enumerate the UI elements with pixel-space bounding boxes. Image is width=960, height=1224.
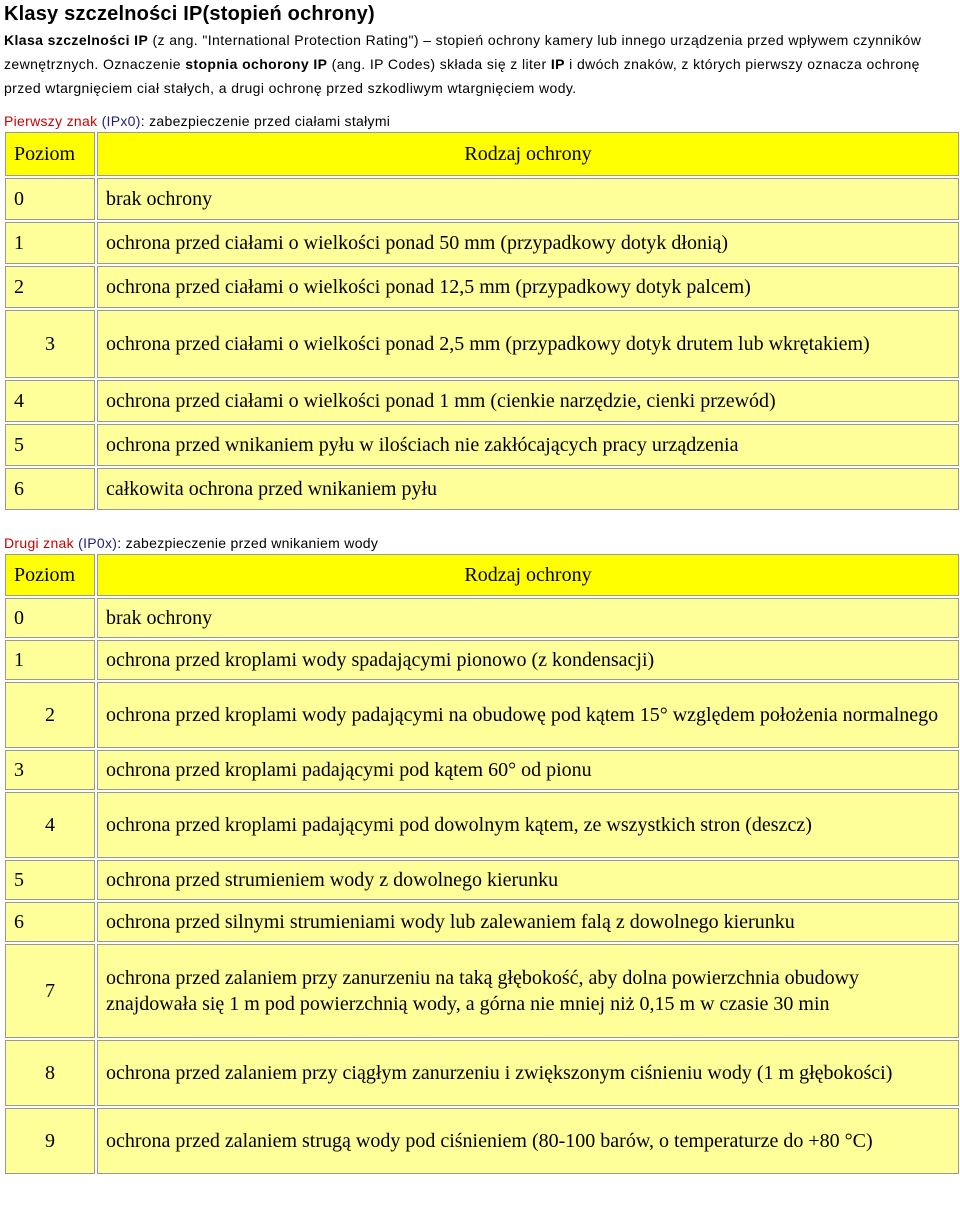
type-cell: ochrona przed zalaniem strugą wody pod ciśnieniem (80-100 barów, o temperaturze do +80 °C) xyxy=(97,1108,959,1174)
level-cell: 9 xyxy=(5,1108,95,1174)
level-column-header: Poziom xyxy=(5,132,95,176)
type-cell: całkowita ochrona przed wnikaniem pyłu xyxy=(97,468,959,510)
table-row xyxy=(5,468,959,510)
level-cell: 4 xyxy=(5,792,95,858)
intro-term-ip-class: Klasa szczelności IP xyxy=(4,32,149,48)
level-column-header: Poziom xyxy=(5,554,95,596)
type-cell: ochrona przed kroplami padającymi pod dowolnym kątem, ze wszystkich stron (deszcz) xyxy=(97,792,959,858)
solids-protection-table xyxy=(3,130,960,512)
table-row xyxy=(5,310,959,378)
level-cell: 1 xyxy=(5,640,95,680)
second-digit-desc: : zabezpieczenie przed wnikaniem wody xyxy=(117,535,379,551)
type-cell: ochrona przed zalaniem przy ciągłym zanurzeniu i zwiększonym ciśnieniu wody (1 m głębokości) xyxy=(97,1040,959,1106)
table-row xyxy=(5,424,959,466)
table-row xyxy=(5,640,959,680)
first-digit-code: (IPx0) xyxy=(101,113,141,129)
type-cell: ochrona przed ciałami o wielkości ponad 2,5 mm (przypadkowy dotyk drutem lub wkrętakiem) xyxy=(97,310,959,378)
level-cell: 2 xyxy=(5,266,95,308)
first-digit-label: Pierwszy znak xyxy=(4,113,98,129)
table-row xyxy=(5,750,959,790)
type-cell: ochrona przed ciałami o wielkości ponad 12,5 mm (przypadkowy dotyk palcem) xyxy=(97,266,959,308)
level-cell: 8 xyxy=(5,1040,95,1106)
level-cell: 0 xyxy=(5,598,95,638)
type-cell: brak ochrony xyxy=(97,598,959,638)
second-digit-heading xyxy=(4,534,956,552)
level-cell: 7 xyxy=(5,944,95,1038)
level-cell: 6 xyxy=(5,468,95,510)
type-cell: ochrona przed ciałami o wielkości ponad 1 mm (cienkie narzędzie, cienki przewód) xyxy=(97,380,959,422)
type-cell: ochrona przed ciałami o wielkości ponad 50 mm (przypadkowy dotyk dłonią) xyxy=(97,222,959,264)
intro-text-3: i dwóch znaków, z których pierwszy oznacza ochronę przed wtargnięciem ciał stałych, a drugi ochronę przed szkodliwym wtargnięciem wody. xyxy=(4,56,920,96)
first-digit-heading xyxy=(4,112,956,130)
table-row xyxy=(5,902,959,942)
level-cell: 5 xyxy=(5,860,95,900)
type-column-header: Rodzaj ochrony xyxy=(97,554,959,596)
level-cell: 4 xyxy=(5,380,95,422)
table-row xyxy=(5,860,959,900)
second-digit-label: Drugi znak xyxy=(4,535,74,551)
table-row xyxy=(5,1040,959,1106)
intro-text-1: (z ang. "International Protection Rating") – stopień ochrony kamery lub innego urządzenia przed wpływem czynników zewnętrznych. Oznaczenie xyxy=(4,32,922,72)
intro-term-ip-degree: stopnia ochorony IP xyxy=(185,56,328,72)
table-row xyxy=(5,178,959,220)
level-cell: 5 xyxy=(5,424,95,466)
type-cell: ochrona przed zalaniem przy zanurzeniu na taką głębokość, aby dolna powierzchnia obudowy znajdowała się 1 m pod powierzchnią wody, a górna nie mniej niż 0,15 m w czasie 30 min xyxy=(97,944,959,1038)
type-cell: ochrona przed kroplami wody spadającymi pionowo (z kondensacji) xyxy=(97,640,959,680)
level-cell: 1 xyxy=(5,222,95,264)
type-cell: ochrona przed strumieniem wody z dowolnego kierunku xyxy=(97,860,959,900)
water-protection-table xyxy=(3,552,960,1176)
intro-term-ip: IP xyxy=(550,56,565,72)
table-row xyxy=(5,266,959,308)
level-cell: 3 xyxy=(5,310,95,378)
table-row xyxy=(5,682,959,748)
intro-text-2: (ang. IP Codes) składa się z liter xyxy=(327,56,551,72)
table-row xyxy=(5,792,959,858)
table-row xyxy=(5,598,959,638)
first-digit-desc: : zabezpieczenie przed ciałami stałymi xyxy=(140,113,391,129)
type-cell: ochrona przed wnikaniem pyłu w ilościach nie zakłócających pracy urządzenia xyxy=(97,424,959,466)
level-cell: 0 xyxy=(5,178,95,220)
table-row xyxy=(5,944,959,1038)
type-cell: ochrona przed kroplami padającymi pod kątem 60° od pionu xyxy=(97,750,959,790)
table-header-row xyxy=(5,132,959,176)
type-cell: brak ochrony xyxy=(97,178,959,220)
type-cell: ochrona przed silnymi strumieniami wody lub zalewaniem falą z dowolnego kierunku xyxy=(97,902,959,942)
table-row xyxy=(5,1108,959,1174)
table-row xyxy=(5,380,959,422)
table-header-row xyxy=(5,554,959,596)
level-cell: 3 xyxy=(5,750,95,790)
level-cell: 6 xyxy=(5,902,95,942)
second-digit-code: (IP0x) xyxy=(78,535,118,551)
type-column-header: Rodzaj ochrony xyxy=(97,132,959,176)
level-cell: 2 xyxy=(5,682,95,748)
table-row xyxy=(5,222,959,264)
intro-paragraph xyxy=(4,28,956,100)
page-title: Klasy szczelności IP(stopień ochrony) xyxy=(4,3,375,25)
type-cell: ochrona przed kroplami wody padającymi na obudowę pod kątem 15° względem położenia normalnego xyxy=(97,682,959,748)
